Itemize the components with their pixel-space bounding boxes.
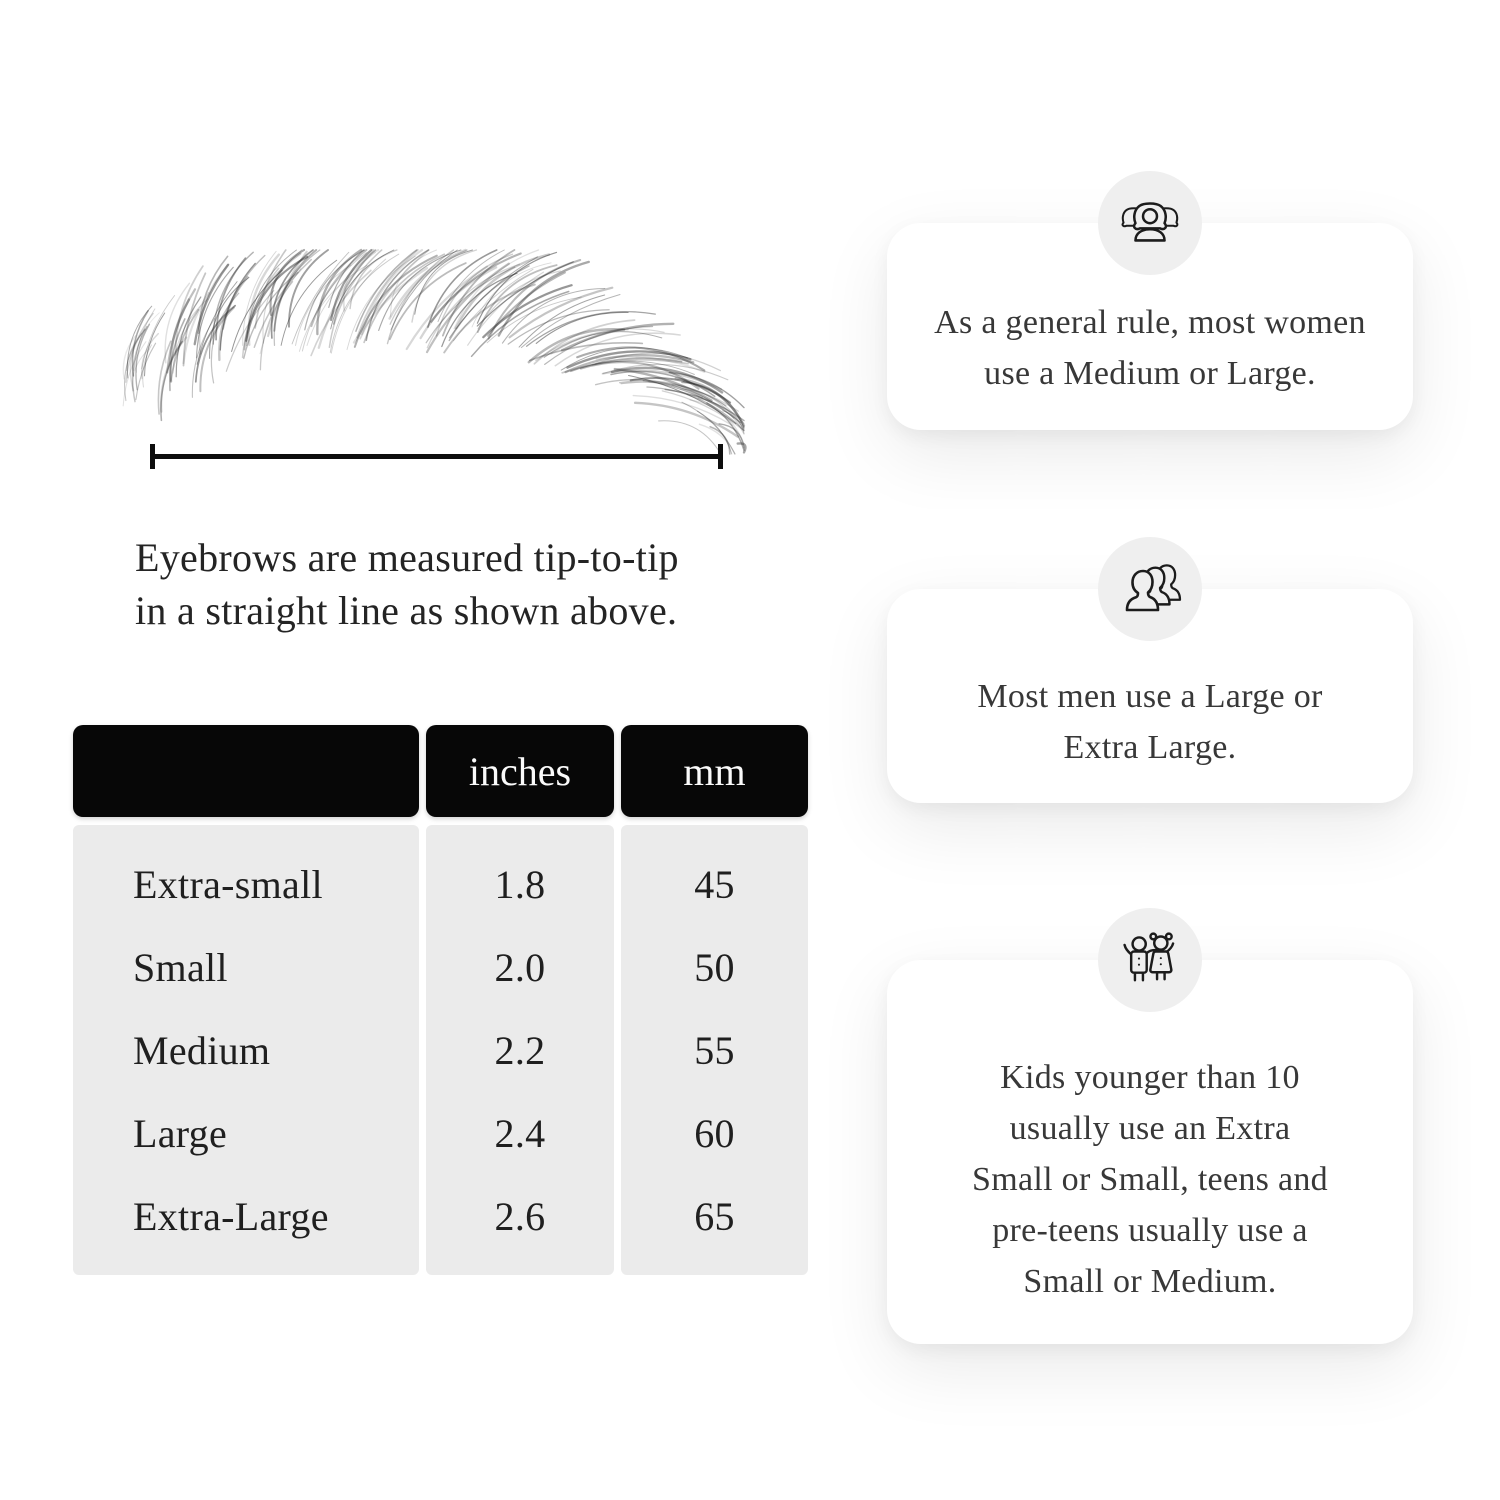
eyebrow-illustration bbox=[116, 246, 748, 462]
card-text-line: Small or Small, teens and bbox=[972, 1160, 1328, 1198]
table-row-label: Medium bbox=[133, 1028, 271, 1073]
men-badge-circle bbox=[1098, 537, 1202, 641]
women-group-icon bbox=[1119, 194, 1181, 252]
kids-badge-circle bbox=[1098, 908, 1202, 1012]
table-column-mm bbox=[621, 825, 808, 1275]
measurement-tick-right bbox=[718, 444, 723, 469]
card-kids-text bbox=[887, 960, 1413, 1344]
measurement-line bbox=[152, 454, 721, 459]
men-group-icon bbox=[1118, 560, 1182, 618]
table-header-inches: inches bbox=[426, 725, 614, 817]
table-cell-inches: 2.2 bbox=[494, 1028, 546, 1073]
table-cell-mm: 55 bbox=[694, 1028, 735, 1073]
table-header-size bbox=[73, 725, 419, 817]
card-men bbox=[887, 589, 1413, 803]
card-text-line: Kids younger than 10 bbox=[1000, 1058, 1300, 1096]
caption-line-1: Eyebrows are measured tip-to-tip bbox=[135, 535, 679, 580]
table-cell-inches: 1.8 bbox=[494, 862, 546, 907]
table-cell-mm: 65 bbox=[694, 1194, 735, 1239]
card-text-line: Small or Medium. bbox=[1023, 1262, 1277, 1300]
table-cell-inches: 2.0 bbox=[494, 945, 546, 990]
figure-caption bbox=[135, 531, 795, 637]
card-text-line: As a general rule, most women bbox=[934, 303, 1366, 341]
measurement-tick-left bbox=[150, 444, 155, 469]
table-row-label: Large bbox=[133, 1111, 228, 1156]
table-cell-mm: 45 bbox=[694, 862, 735, 907]
card-text-line: pre-teens usually use a bbox=[992, 1211, 1308, 1249]
card-kids bbox=[887, 960, 1413, 1344]
table-row-label: Small bbox=[133, 945, 228, 990]
table-cell-mm: 50 bbox=[694, 945, 735, 990]
table-cell-mm: 60 bbox=[694, 1111, 735, 1156]
table-cell-inches: 2.6 bbox=[494, 1194, 546, 1239]
table-row-label: Extra-Large bbox=[133, 1194, 329, 1239]
table-header-mm: mm bbox=[621, 725, 808, 817]
card-text-line: Extra Large. bbox=[1063, 729, 1237, 766]
table-row-label: Extra-small bbox=[133, 862, 323, 907]
women-badge-circle bbox=[1098, 171, 1202, 275]
card-text-line: Most men use a Large or bbox=[977, 678, 1323, 715]
table-column-sizes bbox=[73, 825, 419, 1275]
caption-line-2: in a straight line as shown above. bbox=[135, 588, 678, 633]
card-text-line: usually use an Extra bbox=[1009, 1109, 1291, 1147]
kids-icon bbox=[1118, 930, 1182, 990]
card-women bbox=[887, 223, 1413, 430]
table-cell-inches: 2.4 bbox=[494, 1111, 546, 1156]
card-text-line: use a Medium or Large. bbox=[984, 354, 1316, 392]
size-table bbox=[73, 725, 808, 1275]
table-column-inches bbox=[426, 825, 614, 1275]
